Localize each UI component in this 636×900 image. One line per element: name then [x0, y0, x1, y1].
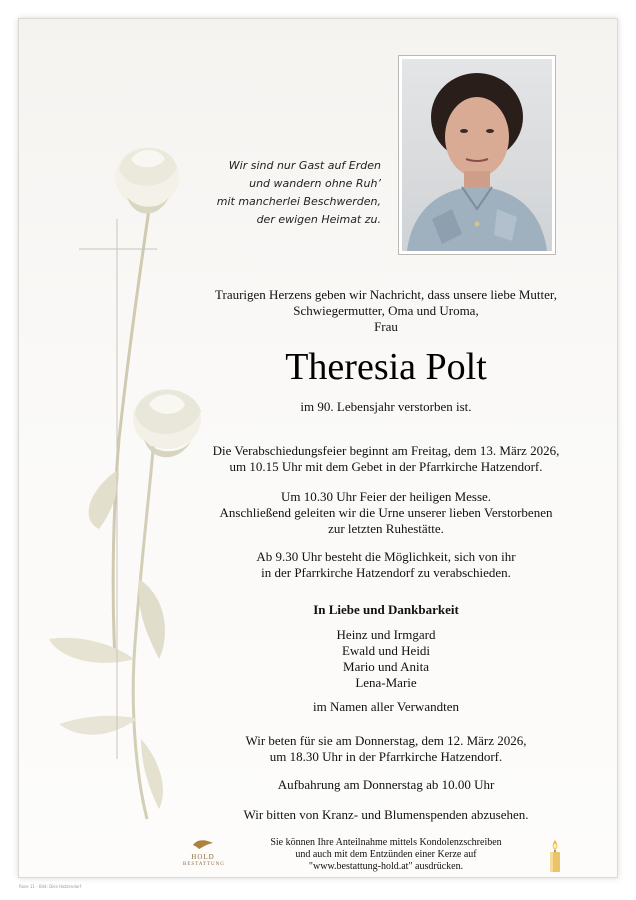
- funeral-home-logo: [183, 837, 223, 869]
- condolence-line: "www.bestattung-hold.at" ausdrücken.: [308, 861, 464, 872]
- condolence-line: und auch mit dem Entzünden einer Kerze auf: [295, 849, 477, 860]
- viewing-info: Aufbahrung am Donnerstag ab 10.00 Uhr: [277, 777, 495, 792]
- logo-subtitle: BESTATTUNG: [183, 862, 225, 867]
- cross-icon: [79, 219, 157, 759]
- age-text: im 90. Lebensjahr verstorben ist.: [300, 399, 472, 414]
- farewell-line: Ab 9.30 Uhr besteht die Möglichkeit, sich von ihr: [256, 549, 516, 564]
- intro-line: Traurigen Herzens geben wir Nachricht, dass unsere liebe Mutter,: [215, 287, 557, 302]
- condolence-line: Sie können Ihre Anteilnahme mittels Kondolenzschreiben: [270, 837, 502, 848]
- mourner-name: Lena-Marie: [355, 675, 417, 690]
- candle-icon: [547, 839, 563, 873]
- ceremony-info: [191, 443, 581, 475]
- bird-icon: [191, 837, 215, 851]
- intro-line: Frau: [374, 319, 398, 334]
- mourners-heading: In Liebe und Dankbarkeit: [313, 602, 459, 617]
- mourner-name: Heinz und Irmgard: [336, 627, 436, 642]
- farewell-info: [191, 549, 581, 581]
- mass-info: [191, 489, 581, 537]
- mourner-name: Mario und Anita: [343, 659, 429, 674]
- rose-illustration: [19, 19, 219, 878]
- farewell-line: in der Pfarrkirche Hatzendorf zu verabschieden.: [261, 565, 511, 580]
- ceremony-line: Die Verabschiedungsfeier beginnt am Freitag, dem 13. März 2026,: [212, 443, 560, 458]
- poem-line: Wir sind nur Gast auf Erden: [228, 159, 381, 172]
- portrait-frame: [398, 55, 556, 255]
- intro-line: Schwiegermutter, Oma und Uroma,: [293, 303, 479, 318]
- portrait-photo: [402, 59, 552, 251]
- obituary-sheet: [18, 18, 618, 878]
- mass-line: Anschließend geleiten wir die Urne unserer lieben Verstorbenen: [219, 505, 553, 520]
- prayer-line: Wir beten für sie am Donnerstag, dem 12. März 2026,: [245, 733, 527, 748]
- logo-name: HOLD: [191, 853, 215, 861]
- poem-line: mit mancherlei Beschwerden,: [216, 195, 381, 208]
- deceased-name: Theresia Polt: [285, 346, 487, 388]
- flowers-note: Wir bitten von Kranz- und Blumenspenden abzusehen.: [243, 807, 529, 822]
- condolence-info: [191, 837, 581, 873]
- mass-line: zur letzten Ruhestätte.: [328, 521, 444, 536]
- poem: [191, 157, 381, 229]
- prayer-info: [191, 733, 581, 765]
- ceremony-line: um 10.15 Uhr mit dem Gebet in der Pfarrkirche Hatzendorf.: [229, 459, 543, 474]
- age-line: [191, 399, 581, 415]
- image-credit: Rose 11 - Bild: Dies Hatzendorf: [19, 884, 82, 889]
- announcement-intro: [191, 287, 581, 335]
- poem-line: der ewigen Heimat zu.: [256, 213, 381, 226]
- mourner-name: Ewald und Heidi: [341, 643, 431, 658]
- mourners-names: [191, 627, 581, 691]
- poem-line: und wandern ohne Ruh’: [249, 177, 381, 190]
- prayer-line: um 18.30 Uhr in der Pfarrkirche Hatzendorf.: [269, 749, 503, 764]
- mass-line: Um 10.30 Uhr Feier der heiligen Messe.: [280, 489, 492, 504]
- relatives-line: im Namen aller Verwandten: [313, 699, 459, 714]
- upper-rose: [115, 147, 179, 214]
